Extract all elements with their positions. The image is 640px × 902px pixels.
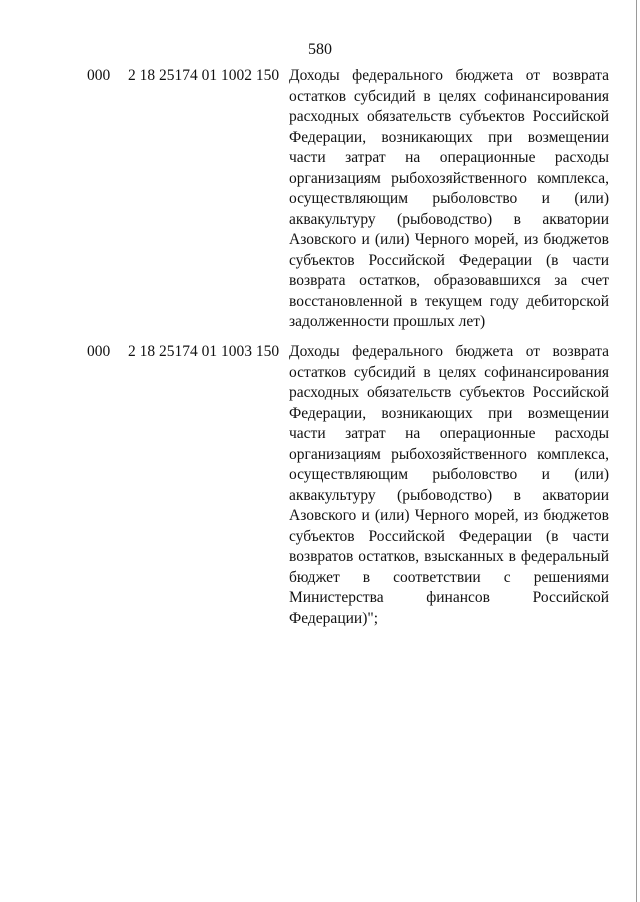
page-number: 580 bbox=[308, 41, 332, 58]
revenue-description: Доходы федерального бюджета от возврата остатков субсидий в целях софинансирования расходных обязательств субъектов Российской Федерации, возникающих при возмещении части затрат на операционные расходы организациям рыбохозяйственного комплекса, осуществляющим рыболовство и (или) аквакультуру (рыбоводство) в акватории Азовского и (или) Черного морей, из бюджетов субъектов Российской Федерации (в части возвратов остатков, взысканных в федеральный бюджет в соответствии с решениями Министерства финансов Российской Федерации)"; bbox=[289, 343, 609, 627]
budget-classification-code: 2 18 25174 01 1002 150 bbox=[128, 67, 280, 84]
revenue-description: Доходы федерального бюджета от возврата остатков субсидий в целях софинансирования расходных обязательств субъектов Российской Федерации, возникающих при возмещении части затрат на операционные расходы организациям рыбохозяйственного комплекса, осуществляющим рыболовство и (или) аквакультуру (рыбоводство) в акватории Азовского и (или) Черного морей, из бюджетов субъектов Российской Федерации (в части возврата остатков, образовавшихся за счет восстановленной в текущем году дебиторской задолженности прошлых лет) bbox=[289, 67, 609, 330]
administrator-code: 000 bbox=[87, 343, 111, 360]
administrator-code: 000 bbox=[87, 67, 111, 84]
budget-classification-code: 2 18 25174 01 1003 150 bbox=[128, 343, 280, 360]
scan-edge-line bbox=[636, 0, 637, 902]
